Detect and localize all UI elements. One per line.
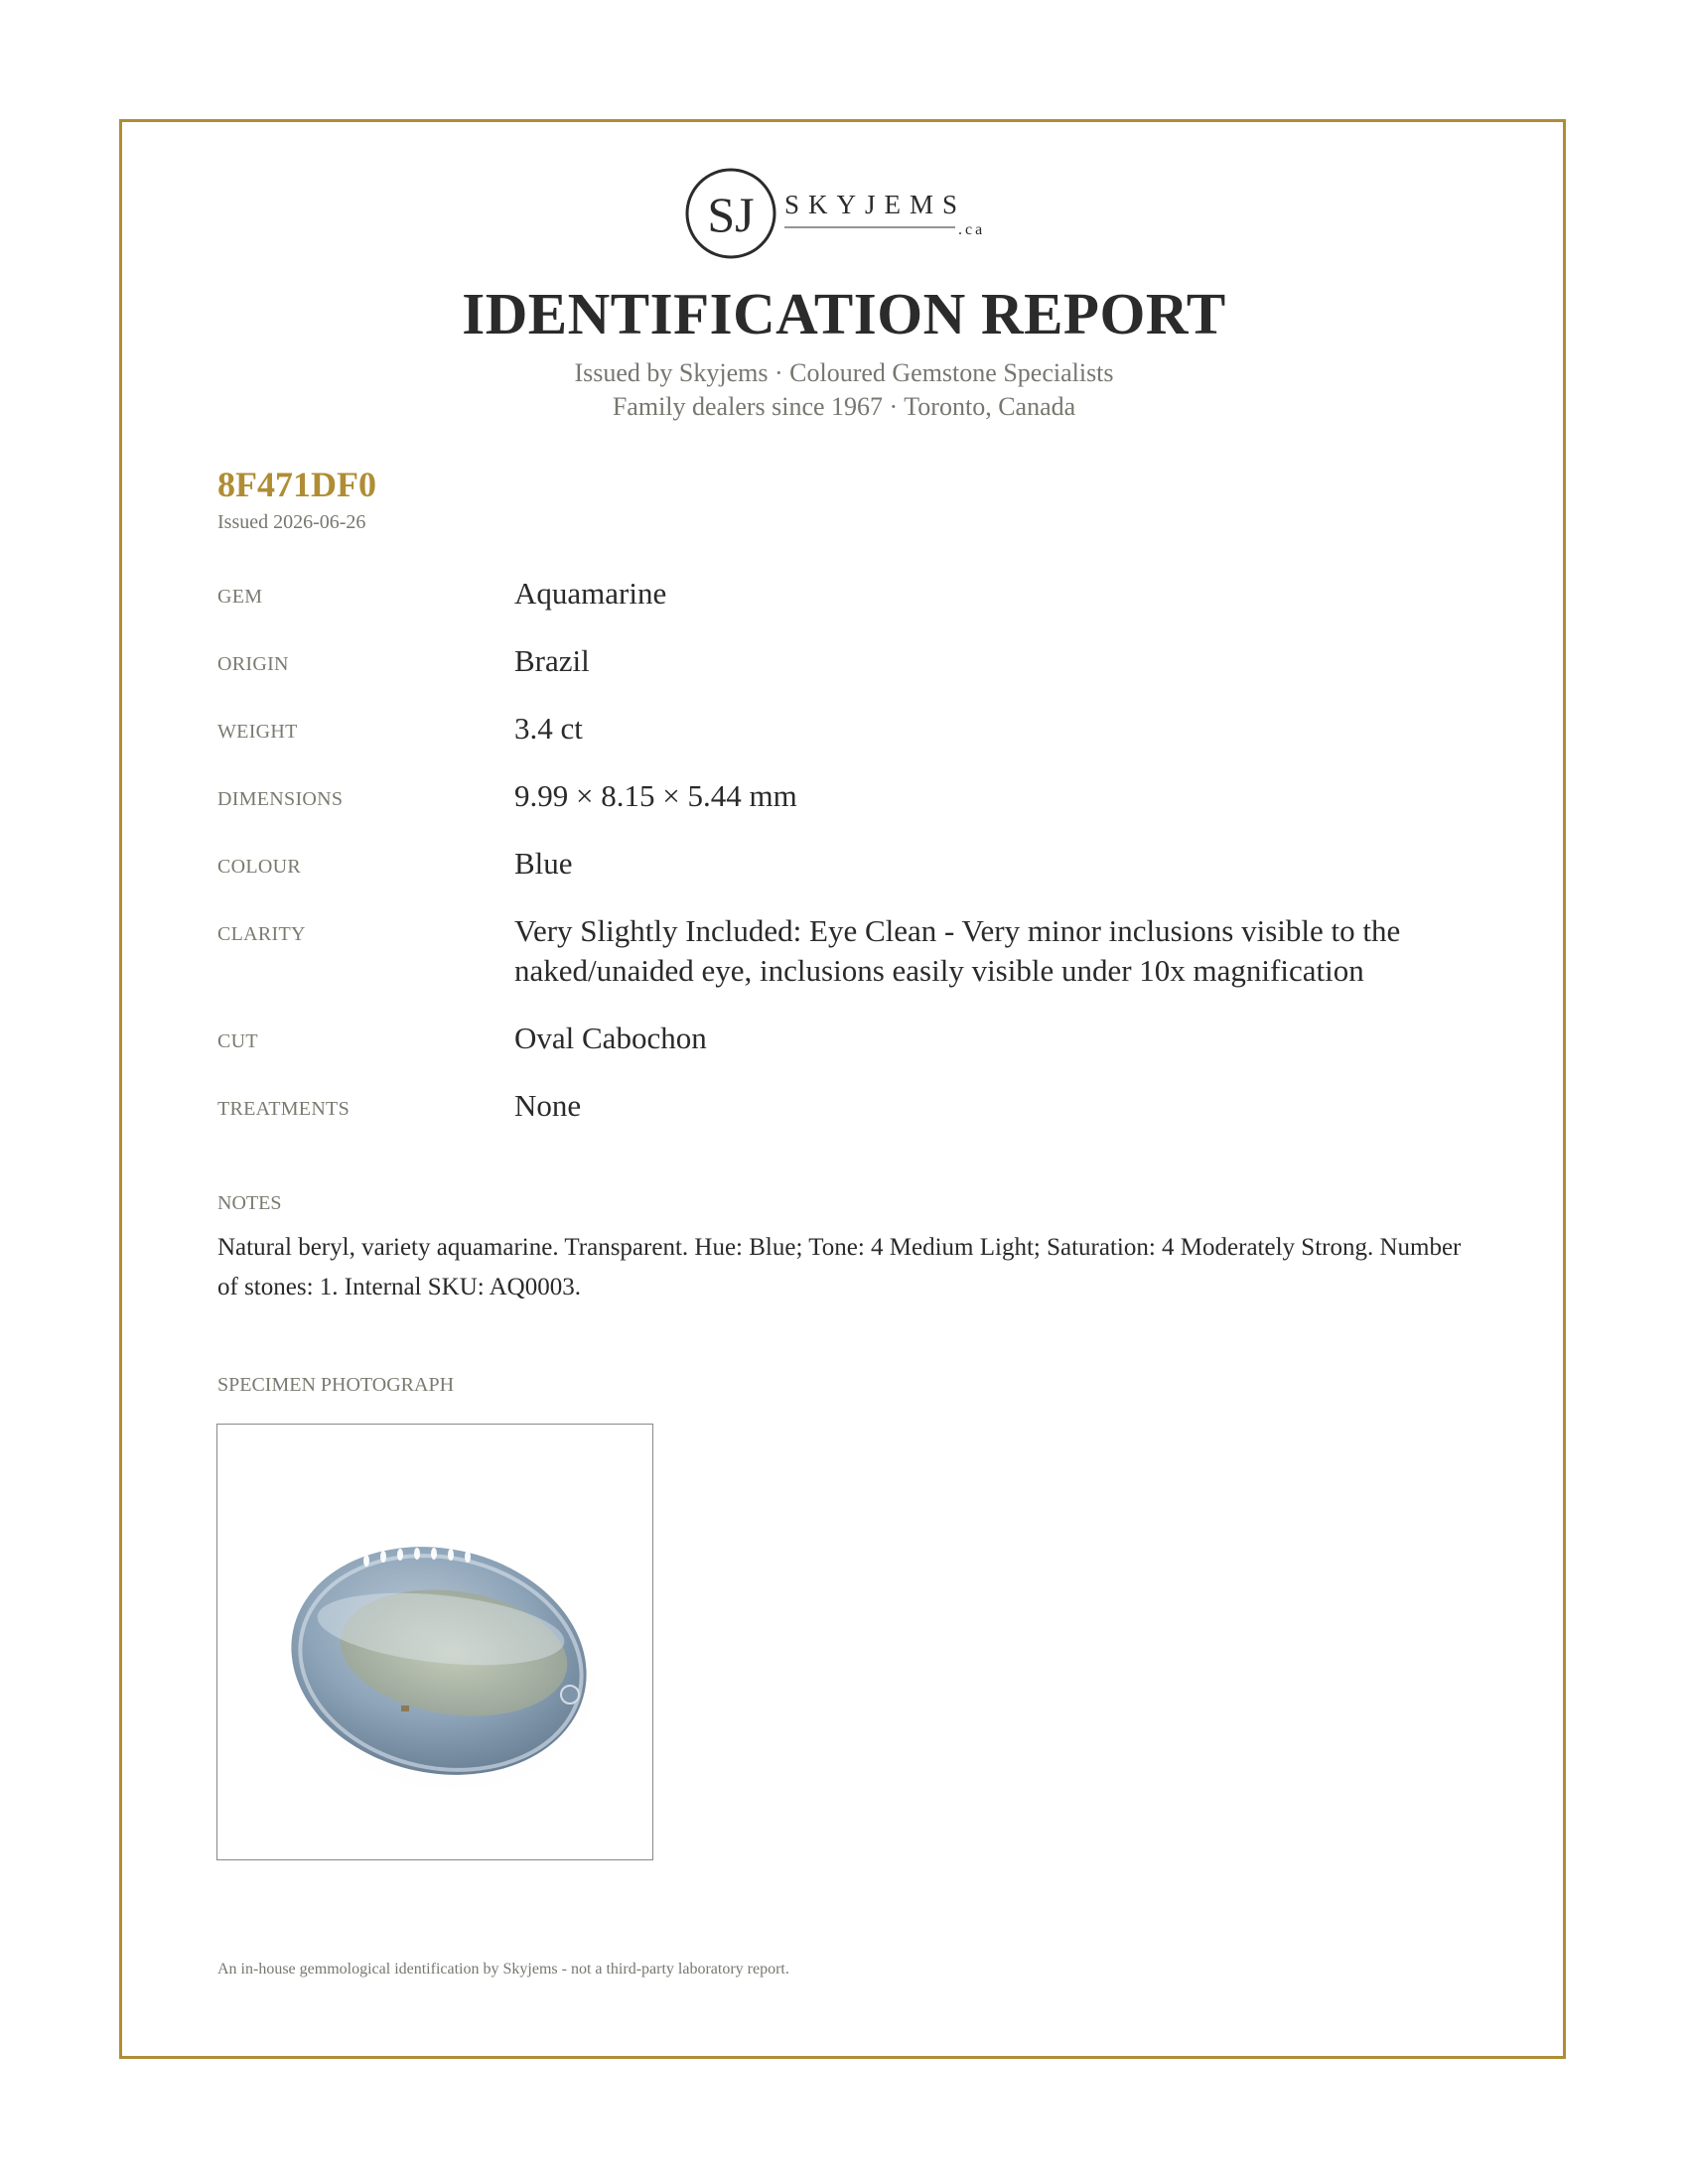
photo-label: SPECIMEN PHOTOGRAPH (217, 1374, 455, 1396)
colour-value: Blue (514, 846, 573, 881)
notes-text: Natural beryl, variety aquamarine. Transparent. Hue: Blue; Tone: 4 Medium Light; Saturation: 4 Moderately Strong. Number of stones: 1. Internal SKU: AQ0003. (217, 1234, 1462, 1300)
logo-monogram: SJ (707, 187, 755, 242)
gem-value: Aquamarine (514, 576, 667, 611)
logo-wordmark: SKYJEMS (784, 190, 967, 219)
disclaimer-footer: An in-house gemmological identification by Skyjems - not a third-party laboratory report. (217, 1961, 789, 1978)
cut-label: CUT (217, 1030, 258, 1052)
logo-suffix: .ca (958, 221, 986, 238)
dimensions-value: 9.99 × 8.15 × 5.44 mm (514, 778, 797, 813)
dimensions-label: DIMENSIONS (217, 788, 344, 810)
weight-label: WEIGHT (217, 721, 298, 743)
issuer-line: Issued by Skyjems · Coloured Gemstone Specialists (574, 358, 1114, 387)
notes-label: NOTES (217, 1192, 282, 1214)
cut-value: Oval Cabochon (514, 1021, 707, 1055)
clarity-value: Very Slightly Included: Eye Clean - Very minor inclusions visible to the naked/unaided eye, inclusions easily visible under 10x magnification (514, 913, 1401, 988)
clarity-label: CLARITY (217, 923, 306, 945)
aquamarine-cabochon-image (217, 1425, 651, 1858)
treatments-label: TREATMENTS (217, 1098, 350, 1120)
gem-label: GEM (217, 586, 263, 608)
specimen-photo (216, 1424, 653, 1860)
origin-label: ORIGIN (217, 653, 289, 675)
colour-label: COLOUR (217, 856, 302, 878)
report-id: 8F471DF0 (217, 465, 376, 504)
issue-date: Issued 2026-06-26 (217, 511, 366, 533)
origin-value: Brazil (514, 643, 590, 678)
skyjems-logo (685, 164, 1013, 263)
weight-value: 3.4 ct (514, 711, 583, 746)
heritage-line: Family dealers since 1967 · Toronto, Canada (612, 392, 1076, 421)
treatments-value: None (514, 1088, 582, 1123)
report-title: IDENTIFICATION REPORT (462, 281, 1226, 346)
